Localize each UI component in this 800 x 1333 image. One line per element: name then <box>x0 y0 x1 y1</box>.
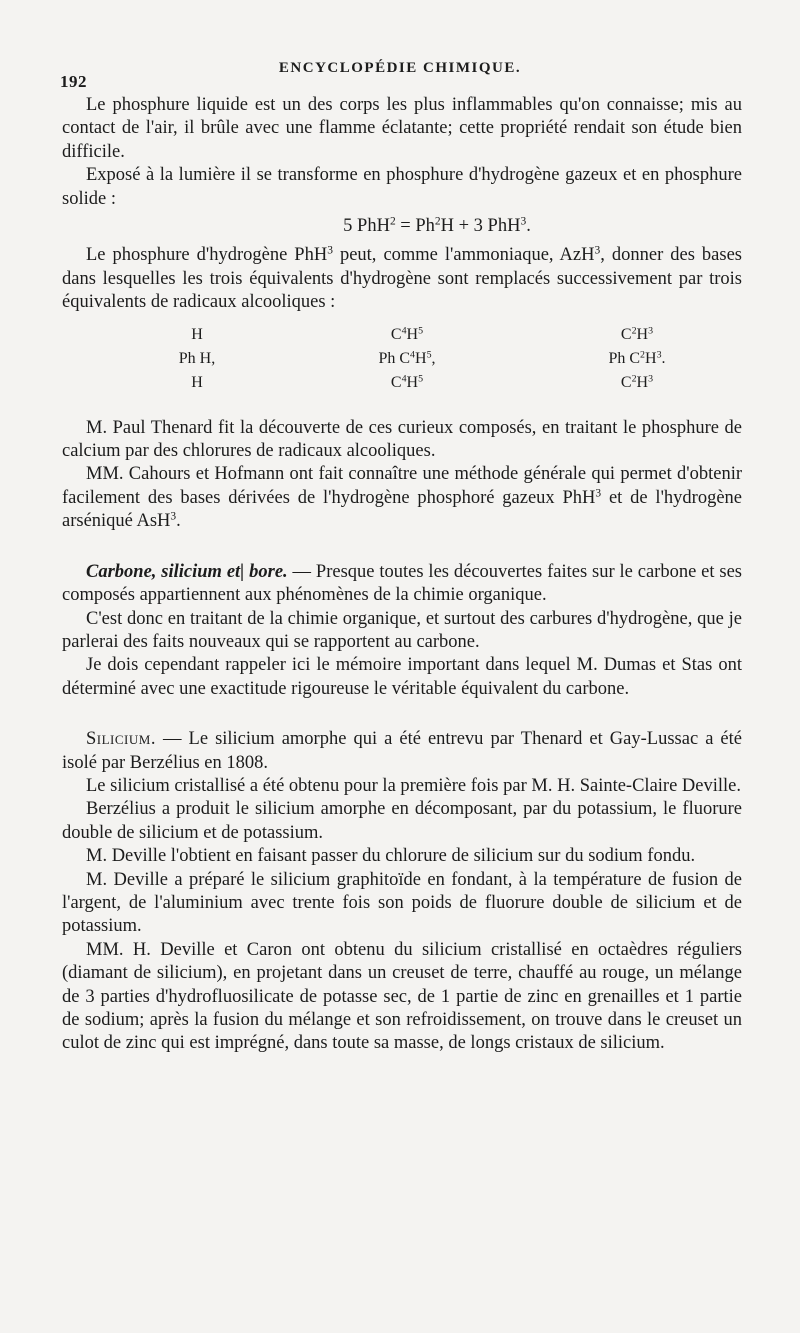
paragraph-12: M. Deville l'obtient en faisant passer du chlorure de silicium sur du sodium fondu. <box>86 846 696 867</box>
formula-hydrogen: H Ph H, H <box>178 325 216 391</box>
paragraph-13: M. Deville a préparé le silicium graphitoïde en fondant, à la température de fusion de l'argent, de l'aluminium avec trente fois son poids de fluorure double de silicium et de potassium. <box>62 869 742 937</box>
paragraph-carbone: Carbone, silicium et| bore. — Presque toutes les découvertes faites sur le carbone et ses composés appartiennent aux phénomènes de la chimie organique. <box>62 561 742 606</box>
formula-ethyl: $C^4H^5$ Ph $C^4H^5$, $C^4H^5$ <box>378 325 436 391</box>
paragraph-7: C'est donc en traitant de la chimie organique, et surtout des carbures d'hydrogène, que je parlerai des faits nouveaux qui se rapportent au carbone. <box>62 608 742 652</box>
section-title-carbone: Carbone, silicium et| bore. <box>86 561 288 582</box>
section-title-silicium: Silicium. <box>86 729 156 750</box>
paragraph-8: Je dois cependant rappeler ici le mémoire important dans lequel M. Dumas et Stas ont déterminé avec une exactitude rigoureuse le véritable équivalent du carbone. <box>62 655 742 699</box>
paragraph-1: Le phosphure liquide est un des corps les plus inflammables qu'on connaisse; mis au contact de l'air, il brûle avec une flamme éclatante; cette propriété rendait son étude bien difficile. <box>62 95 742 162</box>
paragraph-10: Le silicium cristallisé a été obtenu pour la première fois par M. H. Sainte-Claire Deville. <box>86 775 741 796</box>
page-number: 192 <box>60 72 87 91</box>
paragraph-5: MM. Cahours et Hofmann ont fait connaître une méthode générale qui permet d'obtenir facilement des bases dérivées de l'hydrogène phosphoré gazeux PhH$^3$ et de l'hydrogène arséniqué AsH$^3$. <box>62 464 742 532</box>
equation: 5 $PhH^2 = Ph^2H + 3$ PhH$^3$. <box>343 215 531 237</box>
radical-formulas <box>62 321 742 409</box>
paragraph-silicium: Silicium. — Le silicium amorphe qui a été entrevu par Thenard et Gay-Lussac a été isolé par Berzélius en 1808. <box>62 729 742 773</box>
paragraph-3: Le phosphure d'hydrogène PhH$^3$ peut, comme l'ammoniaque, AzH$^3$, donner des bases dans lesquelles les trois équivalents d'hydrogène sont remplacés successivement par trois équivalents de radicaux alcooliques : <box>62 245 742 313</box>
running-title: ENCYCLOPÉDIE CHIMIQUE. <box>278 60 522 76</box>
paragraph-14: MM. H. Deville et Caron ont obtenu du silicium cristallisé en octaèdres réguliers (diamant de silicium), en projetant dans un creuset de terre, chauffé au rouge, un mélange de 3 parties d'hydrofluosilicate de potasse sec, de 1 partie de zinc en grenailles et 1 partie de sodium; après la fusion du mélange et son refroidissement, on trouve dans le creuset un culot de zinc qui est imprégné, dans toute sa masse, de longs cristaux de silicium. <box>62 939 742 1054</box>
paragraph-2: Exposé à la lumière il se transforme en phosphure d'hydrogène gazeux et en phosphure solide : <box>62 165 742 209</box>
paragraph-11: Berzélius a produit le silicium amorphe en décomposant, par du potassium, le fluorure double de silicium et de potassium. <box>62 799 742 843</box>
paragraph-4: M. Paul Thenard fit la découverte de ces curieux composés, en traitant le phosphure de calcium par des chlorures de radicaux alcooliques. <box>62 417 742 462</box>
formula-methyl: $C^2H^3$ Ph $C^2H^3$. $C^2H^3$ <box>608 325 666 391</box>
body-text <box>62 94 742 1056</box>
page-header <box>0 58 800 91</box>
